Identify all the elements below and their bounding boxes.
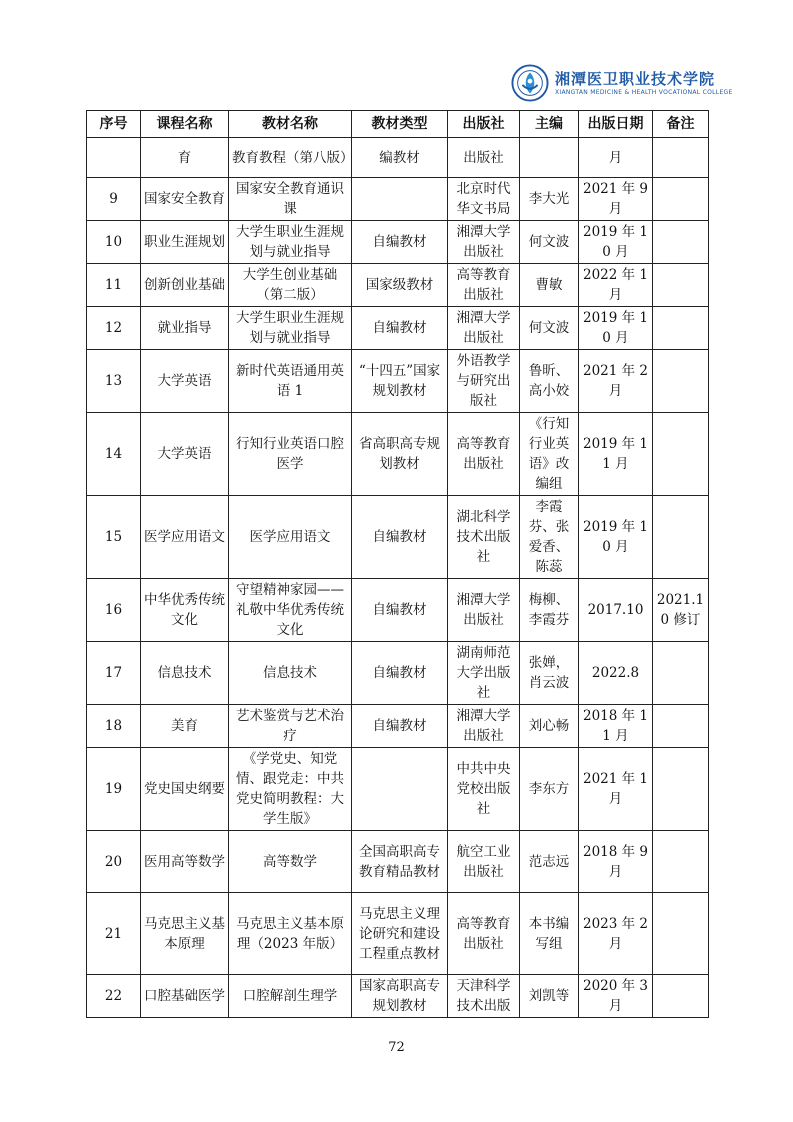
cell-textbook: 新时代英语通用英语 1 [229,350,352,413]
cell-course: 大学英语 [141,350,229,413]
cell-index: 16 [87,579,141,642]
cell-index [87,138,141,178]
cell-remark [653,642,709,705]
cell-editor: 李霞芬、张爱香、陈蕊 [520,496,579,579]
cell-editor [520,138,579,178]
table-row [87,975,709,1018]
cell-date: 2017.10 [579,579,653,642]
cell-date: 2021 年 2 月 [579,350,653,413]
table-row [87,350,709,413]
cell-publisher: 出版社 [448,138,520,178]
cell-date: 2022 年 1 月 [579,264,653,307]
table-header-row [87,111,709,138]
cell-textbook: 艺术鉴赏与艺术治疗 [229,705,352,748]
cell-date: 2019 年 11 月 [579,413,653,496]
cell-editor: 李东方 [520,748,579,831]
cell-type [352,178,448,221]
table-row [87,642,709,705]
cell-publisher: 湘潭大学出版社 [448,705,520,748]
cell-publisher: 湘潭大学出版社 [448,307,520,350]
table-row [87,307,709,350]
cell-index: 22 [87,975,141,1018]
table-row [87,579,709,642]
cell-remark [653,831,709,893]
cell-publisher: 湘潭大学出版社 [448,221,520,264]
cell-textbook: 大学生创业基础（第二版） [229,264,352,307]
cell-type: 马克思主义理论研究和建设工程重点教材 [352,893,448,975]
cell-type: 自编教材 [352,221,448,264]
cell-type: 省高职高专规划教材 [352,413,448,496]
col-header-type: 教材类型 [352,111,448,138]
logo-title: 湘潭医卫职业技术学院 [555,70,716,88]
table-row [87,705,709,748]
cell-publisher: 湖南师范大学出版社 [448,642,520,705]
cell-remark [653,413,709,496]
page-header [85,62,733,108]
cell-textbook: 医学应用语文 [229,496,352,579]
cell-editor: 梅柳、李霞芬 [520,579,579,642]
cell-type: 自编教材 [352,642,448,705]
cell-editor: 曹敏 [520,264,579,307]
cell-remark [653,496,709,579]
col-header-publisher: 出版社 [448,111,520,138]
cell-editor: 张婵，肖云波 [520,642,579,705]
cell-editor: 刘心畅 [520,705,579,748]
cell-course: 育 [141,138,229,178]
cell-type [352,748,448,831]
cell-course: 医用高等数学 [141,831,229,893]
cell-type: 自编教材 [352,307,448,350]
table-row [87,221,709,264]
page-number: 72 [388,1040,405,1055]
cell-editor: 本书编写组 [520,893,579,975]
cell-type: 全国高职高专教育精品教材 [352,831,448,893]
cell-textbook: 守望精神家园——礼敬中华优秀传统文化 [229,579,352,642]
cell-publisher: 中共中央党校出版社 [448,748,520,831]
cell-type: 自编教材 [352,579,448,642]
cell-date: 2019 年 10 月 [579,307,653,350]
table-row [87,748,709,831]
cell-date: 2022.8 [579,642,653,705]
cell-date: 月 [579,138,653,178]
cell-date: 2023 年 2 月 [579,893,653,975]
cell-date: 2018 年 11 月 [579,705,653,748]
cell-textbook: 口腔解剖生理学 [229,975,352,1018]
cell-remark [653,975,709,1018]
cell-course: 大学英语 [141,413,229,496]
cell-editor: 《行知行业英语》改编组 [520,413,579,496]
cell-index: 19 [87,748,141,831]
cell-publisher: 湖北科学技术出版社 [448,496,520,579]
cell-index: 15 [87,496,141,579]
cell-course: 口腔基础医学 [141,975,229,1018]
cell-textbook: 教育教程（第八版） [229,138,352,178]
cell-type: 编教材 [352,138,448,178]
cell-textbook: 行知行业英语口腔医学 [229,413,352,496]
cell-course: 马克思主义基本原理 [141,893,229,975]
cell-publisher: 北京时代华文书局 [448,178,520,221]
col-header-editor: 主编 [520,111,579,138]
cell-date: 2019 年 10 月 [579,221,653,264]
cell-type: “十四五”国家规划教材 [352,350,448,413]
cell-index: 18 [87,705,141,748]
cell-editor: 刘凯等 [520,975,579,1018]
table-row [87,496,709,579]
cell-index: 21 [87,893,141,975]
college-emblem-icon [511,64,549,102]
cell-editor: 鲁昕、高小姣 [520,350,579,413]
cell-publisher: 外语教学与研究出版社 [448,350,520,413]
cell-index: 11 [87,264,141,307]
textbook-table [86,110,709,1018]
cell-type: 国家级教材 [352,264,448,307]
cell-remark [653,350,709,413]
cell-date: 2018 年 9 月 [579,831,653,893]
cell-course: 医学应用语文 [141,496,229,579]
cell-course: 美育 [141,705,229,748]
cell-date: 2019 年 10 月 [579,496,653,579]
cell-course: 信息技术 [141,642,229,705]
cell-remark [653,893,709,975]
cell-index: 13 [87,350,141,413]
cell-textbook: 高等数学 [229,831,352,893]
cell-textbook: 马克思主义基本原理（2023 年版） [229,893,352,975]
cell-index: 20 [87,831,141,893]
cell-course: 党史国史纲要 [141,748,229,831]
cell-editor: 李大光 [520,178,579,221]
cell-date: 2021 年 9 月 [579,178,653,221]
cell-type: 国家高职高专规划教材 [352,975,448,1018]
cell-course: 就业指导 [141,307,229,350]
col-header-course: 课程名称 [141,111,229,138]
cell-textbook: 《学党史、知党情、跟党走：中共党史简明教程：大学生版》 [229,748,352,831]
cell-editor: 何文波 [520,307,579,350]
cell-textbook: 信息技术 [229,642,352,705]
cell-textbook: 大学生职业生涯规划与就业指导 [229,221,352,264]
cell-publisher: 高等教育出版社 [448,893,520,975]
cell-date: 2020 年 3 月 [579,975,653,1018]
cell-remark [653,307,709,350]
table-row [87,831,709,893]
table-row [87,413,709,496]
cell-course: 职业生涯规划 [141,221,229,264]
table-row [87,264,709,307]
cell-publisher: 高等教育出版社 [448,264,520,307]
col-header-date: 出版日期 [579,111,653,138]
cell-type: 自编教材 [352,496,448,579]
table-row [87,138,709,178]
cell-publisher: 天津科学技术出版 [448,975,520,1018]
col-header-textbook: 教材名称 [229,111,352,138]
cell-editor: 范志远 [520,831,579,893]
cell-index: 17 [87,642,141,705]
cell-remark: 2021.10 修订 [653,579,709,642]
cell-textbook: 大学生职业生涯规划与就业指导 [229,307,352,350]
cell-remark [653,138,709,178]
col-header-index: 序号 [87,111,141,138]
cell-course: 中华优秀传统文化 [141,579,229,642]
cell-remark [653,748,709,831]
table-row [87,893,709,975]
logo-subtitle: XIANGTAN MEDICINE & HEALTH VOCATIONAL COLLEGE [555,89,733,96]
cell-course: 国家安全教育 [141,178,229,221]
cell-publisher: 航空工业出版社 [448,831,520,893]
cell-index: 12 [87,307,141,350]
cell-index: 10 [87,221,141,264]
cell-index: 9 [87,178,141,221]
cell-publisher: 湘潭大学出版社 [448,579,520,642]
cell-date: 2021 年 1 月 [579,748,653,831]
cell-index: 14 [87,413,141,496]
cell-remark [653,705,709,748]
cell-remark [653,264,709,307]
college-logo [511,62,733,108]
cell-publisher: 高等教育出版社 [448,413,520,496]
col-header-remark: 备注 [653,111,709,138]
cell-editor: 何文波 [520,221,579,264]
cell-textbook: 国家安全教育通识课 [229,178,352,221]
cell-remark [653,178,709,221]
cell-course: 创新创业基础 [141,264,229,307]
cell-remark [653,221,709,264]
cell-type: 自编教材 [352,705,448,748]
table-row [87,178,709,221]
